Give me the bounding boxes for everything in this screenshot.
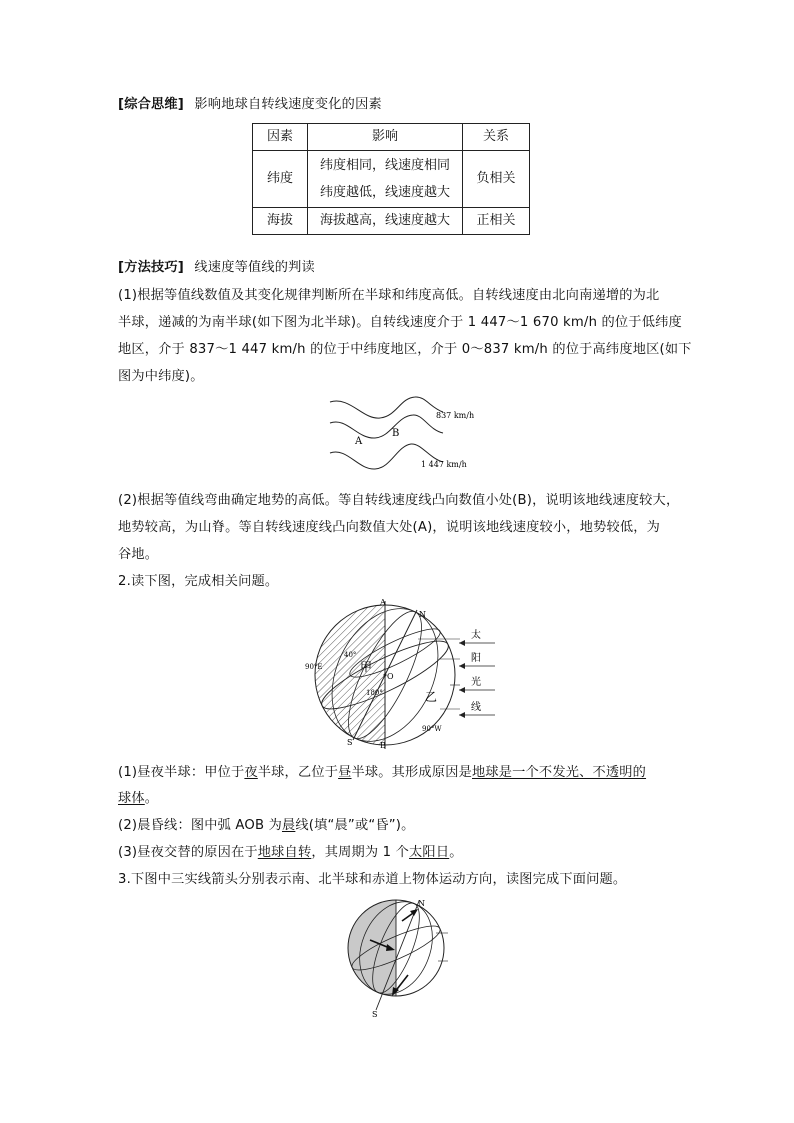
contour-label-bottom: 1 447 km/h — [421, 460, 467, 469]
table-cell: 正相关 — [463, 208, 530, 235]
label-b: B — [380, 741, 386, 749]
section-title: 线速度等值线的判读 — [194, 260, 315, 275]
sun-char: 阳 — [471, 653, 481, 664]
answer-text: 半球，乙位于 — [257, 765, 339, 780]
answer-text: 半球。其形成原因是 — [351, 765, 472, 780]
table-header-row — [253, 124, 530, 151]
sun-char: 光 — [471, 677, 481, 688]
section-tag: [综合思维] — [118, 97, 185, 112]
answer-blank: 昼 — [338, 765, 352, 780]
table-cell — [308, 151, 463, 208]
paragraph-line: (2)根据等值线弯曲确定地势的高低。等自转线速度线凸向数值小处(B)，说明该地线速度较大， — [118, 493, 680, 508]
label-lon-0: 180° — [366, 689, 383, 697]
question-title: 3.下图中三实线箭头分别表示南、北半球和赤道上物体运动方向，读图完成下面问题。 — [118, 872, 627, 887]
contour-line — [330, 415, 443, 438]
paragraph-line: 地区，介于 837～1 447 km/h 的位于中纬度地区，介于 0～837 km/h 的位于高纬度地区(如下 — [118, 342, 692, 357]
answer-line — [118, 790, 158, 808]
sunlight-arrows — [455, 628, 497, 724]
table-header: 影响 — [308, 124, 463, 151]
factor-table — [252, 123, 530, 235]
table-header: 关系 — [463, 124, 530, 151]
sun-char: 线 — [471, 702, 481, 713]
answer-blank: 地球自转 — [257, 845, 312, 860]
answer-line — [118, 817, 415, 835]
answer-blank: 地球是一个不发光、不透明的 — [472, 765, 647, 780]
answer-text: 。 — [144, 791, 159, 806]
label-lon-w: 90°W — [422, 725, 442, 733]
section-heading-1 — [118, 96, 382, 114]
label-o: O — [387, 672, 394, 681]
table-row — [253, 151, 530, 208]
answer-text: 线(填“晨”或“昏”)。 — [295, 818, 415, 833]
table-cell: 海拔 — [253, 208, 308, 235]
label-yi: 乙 — [425, 690, 438, 704]
section-heading-2 — [118, 259, 315, 277]
answer-blank: 太阳日 — [409, 845, 450, 860]
answer-text: ，其周期为 1 个 — [311, 845, 410, 860]
answer-text: 。 — [449, 845, 463, 860]
table-cell: 纬度 — [253, 151, 308, 208]
label-lon-e: 90°E — [305, 663, 323, 671]
label-s: S — [347, 738, 353, 747]
contour-label-top: 837 km/h — [436, 411, 475, 420]
label-s: S — [372, 1010, 378, 1019]
paragraph-line: 图为中纬度)。 — [118, 369, 204, 384]
rotation-figure — [340, 893, 450, 1019]
paragraph-line: 半球，递减的为南半球(如下图为北半球)。自转线速度介于 1 447～1 670 km/h 的位于低纬度 — [118, 315, 682, 330]
label-n: N — [418, 899, 425, 908]
contour-figure — [325, 392, 475, 480]
table-header: 因素 — [253, 124, 308, 151]
cell-line: 纬度越低，线速度越大 — [319, 185, 450, 200]
cell-line: 纬度相同，线速度相同 — [319, 158, 450, 173]
table-cell: 负相关 — [463, 151, 530, 208]
table-row — [253, 208, 530, 235]
answer-line — [118, 844, 463, 862]
answer-text: (3)昼夜交替的原因在于 — [118, 845, 258, 860]
label-n: N — [419, 610, 426, 619]
table-cell: 海拔越高，线速度越大 — [308, 208, 463, 235]
answer-line — [118, 764, 646, 782]
point-label-a: A — [355, 436, 363, 447]
arrow-icon — [402, 909, 418, 921]
section-tag: [方法技巧] — [118, 260, 185, 275]
point-label-b: B — [392, 428, 400, 439]
paragraph-line: 谷地。 — [118, 547, 159, 562]
sun-char: 太 — [471, 630, 481, 641]
paragraph-line: (1)根据等值线数值及其变化规律判断所在半球和纬度高低。自转线速度由北向南递增的为北 — [118, 288, 660, 303]
answer-blank: 夜 — [244, 765, 258, 780]
label-jia: 甲 — [360, 660, 373, 674]
answer-text: (2)晨昏线：图中弧 AOB 为 — [118, 818, 282, 833]
label-lat: 40° — [344, 651, 357, 659]
answer-blank: 晨 — [281, 818, 296, 833]
question-title: 2.读下图，完成相关问题。 — [118, 574, 279, 589]
answer-blank: 球体 — [118, 791, 145, 806]
contour-line — [330, 397, 443, 418]
section-title: 影响地球自转线速度变化的因素 — [194, 97, 382, 112]
label-a: A — [380, 598, 386, 607]
answer-text: (1)昼夜半球：甲位于 — [118, 765, 245, 780]
paragraph-line: 地势较高，为山脊。等自转线速度线凸向数值大处(A)，说明该地线速度较小，地势较低，为 — [118, 520, 661, 535]
